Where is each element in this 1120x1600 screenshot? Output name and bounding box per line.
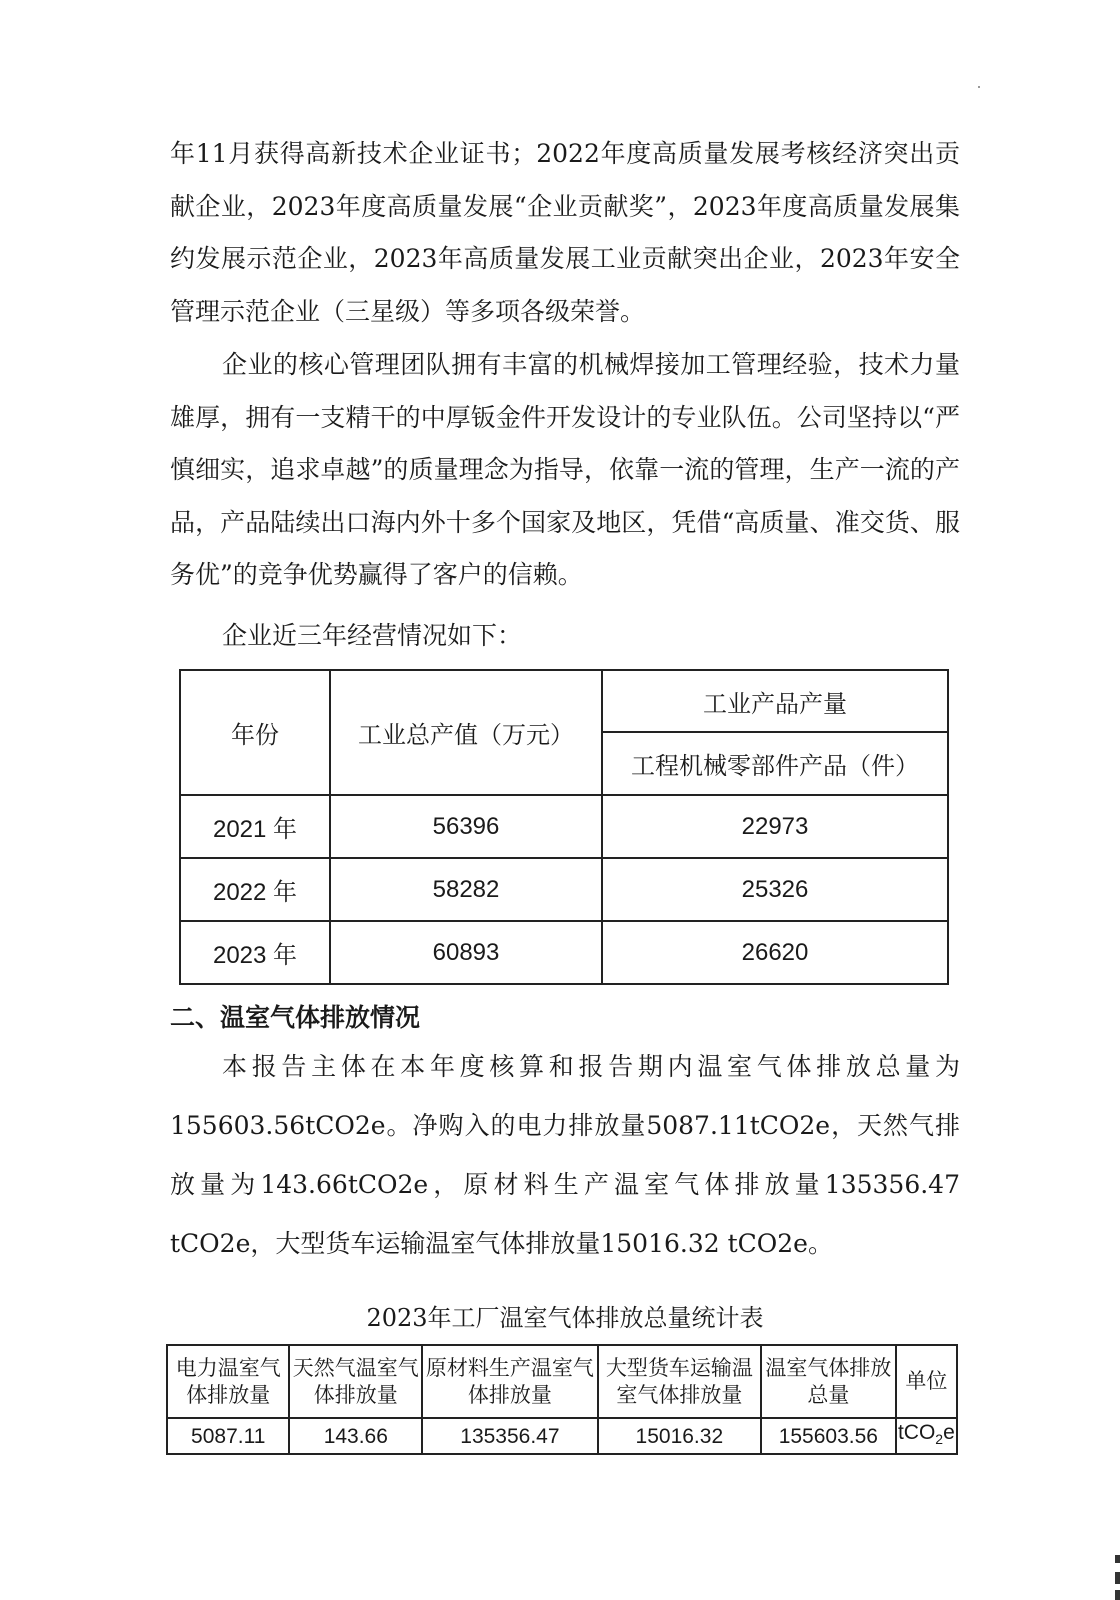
cell-output: 58282 [330,858,602,921]
scan-speck [978,86,980,88]
header-product-subtitle: 工程机械零部件产品（件） [602,732,948,795]
cell-electricity: 5087.11 [167,1418,289,1454]
paragraph-emissions: 本报告主体在本年度核算和报告期内温室气体排放总量为155603.56tCO2e。净购入的电力排放量5087.11tCO2e，天然气排放量为143.66tCO2e，原材料生产温室气体排放量135356.47 tCO2e，大型货车运输温室气体排放量15016.32 tCO2e。 [170,1052,960,1258]
header-truck-transport: 大型货车运输温室气体排放量 [598,1345,761,1418]
cell-year: 2021 年 [180,795,330,858]
cell-product: 22973 [602,795,948,858]
cell-unit [896,1418,957,1454]
scan-edge-mark [1115,1555,1120,1563]
paragraph-team: 企业的核心管理团队拥有丰富的机械焊接加工管理经验，技术力量雄厚，拥有一支精干的中厚钣金件开发设计的专业队伍。公司坚持以“严慎细实，追求卓越”的质量理念为指导，依靠一流的管理，生产一流的产品，产品陆续出口海内外十多个国家及地区，凭借“高质量、准交货、服务优”的竞争优势赢得了客户的信赖。 [170,350,960,589]
scan-edge-mark [1115,1590,1120,1600]
header-year: 年份 [180,670,330,795]
cell-year: 2023 年 [180,921,330,984]
cell-total: 155603.56 [761,1418,896,1454]
header-unit: 单位 [896,1345,957,1418]
cell-truck-transport: 15016.32 [598,1418,761,1454]
cell-product: 25326 [602,858,948,921]
cell-raw-material: 135356.47 [422,1418,598,1454]
table-row [167,1418,957,1454]
table-row [180,858,948,921]
header-raw-material: 原材料生产温室气体排放量 [422,1345,598,1418]
header-total: 温室气体排放总量 [761,1345,896,1418]
header-natural-gas: 天然气温室气体排放量 [289,1345,422,1418]
cell-product: 26620 [602,921,948,984]
scan-edge-mark [1115,1572,1120,1584]
header-product-output: 工业产品产量 [602,670,948,732]
unit-subscript: 2 [935,1431,944,1448]
unit-tail: e [943,1421,955,1444]
paragraph-ops-intro: 企业近三年经营情况如下： [222,621,523,650]
unit-text: tCO [897,1421,936,1444]
paragraph-honors: 年11月获得高新技术企业证书；2022年度高质量发展考核经济突出贡献企业，2023年度高质量发展“企业贡献奖”，2023年度高质量发展集约发展示范企业，2023年高质量发展工业贡献突出企业，2023年安全管理示范企业（三星级）等多项各级荣誉。 [170,139,960,326]
cell-output: 56396 [330,795,602,858]
section-heading: 二、温室气体排放情况 [170,1003,421,1032]
emissions-table [166,1344,958,1455]
cell-natural-gas: 143.66 [289,1418,422,1454]
header-output-value: 工业总产值（万元） [330,670,602,795]
cell-year: 2022 年 [180,858,330,921]
operations-table [179,669,949,985]
table-row [180,795,948,858]
table-caption: 2023年工厂温室气体排放总量统计表 [366,1304,764,1332]
header-electricity: 电力温室气体排放量 [167,1345,289,1418]
table-row [180,921,948,984]
cell-output: 60893 [330,921,602,984]
